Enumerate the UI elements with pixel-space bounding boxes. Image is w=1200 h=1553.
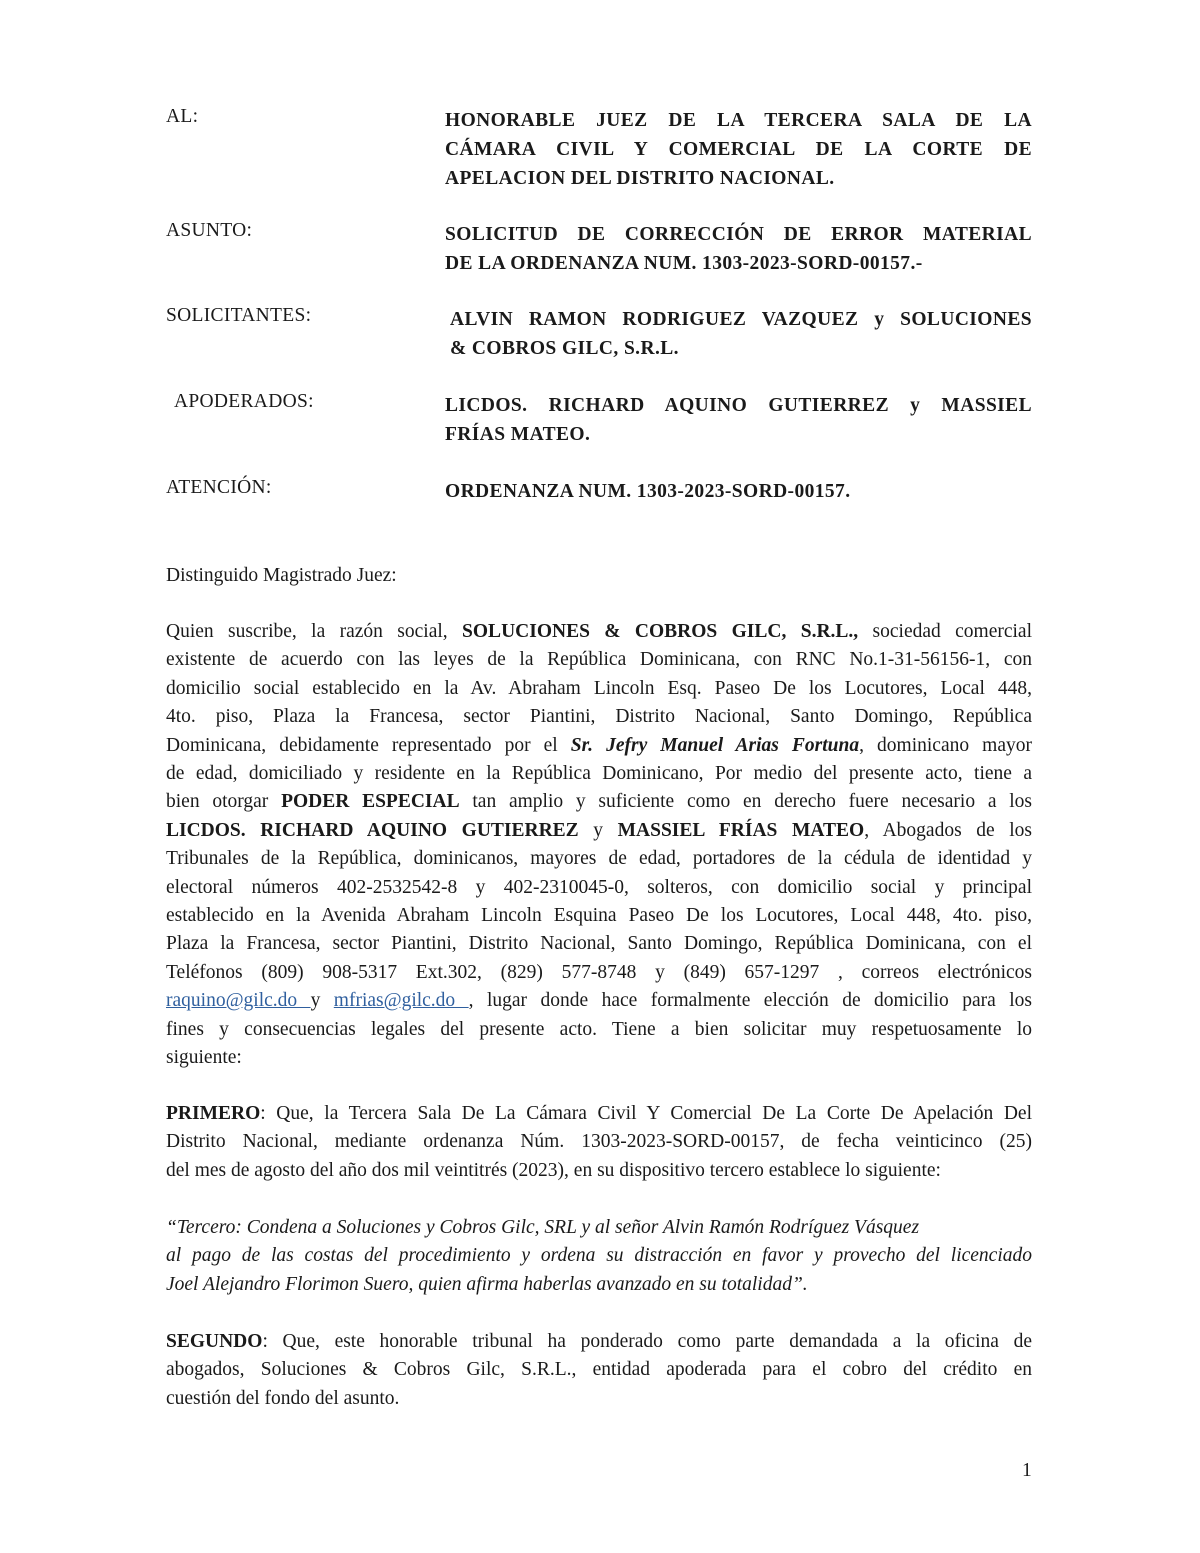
representative-name: Sr. Jefry Manuel Arias Fortuna: [570, 734, 860, 756]
segundo-line-3: cuestión del fondo del asunto.: [166, 1387, 400, 1409]
primero-paragraph: [166, 1100, 1032, 1185]
header-asunto-value: [445, 220, 1032, 278]
header-solicitantes-line-1: ALVIN RAMON RODRIGUEZ VAZQUEZ y SOLUCIONES: [450, 309, 1032, 330]
header-atencion-label: ATENCIÓN:: [166, 477, 272, 498]
header-solicitantes-value: [450, 305, 1032, 363]
header-asunto-label: ASUNTO:: [166, 220, 253, 241]
intro-line-5-a: Dominicana, debidamente representado por el: [166, 734, 571, 756]
poder-especial: PODER ESPECIAL: [281, 791, 460, 813]
quote-paragraph: [166, 1214, 1032, 1299]
segundo-paragraph: [166, 1328, 1032, 1413]
intro-line-1-a: Quien suscribe, la razón social,: [166, 621, 463, 642]
header-al-line-3: APELACION DEL DISTRITO NACIONAL.: [445, 168, 835, 189]
lawyer-2-name: MASSIEL FRÍAS MATEO: [617, 819, 865, 841]
page-number: 1: [1022, 1460, 1032, 1481]
header-atencion-line-1: ORDENANZA NUM. 1303-2023-SORD-00157.: [445, 481, 851, 502]
primero-line-2: Distrito Nacional, mediante ordenanza Núm. 1303-2023-SORD-00157, de fecha veinticinco (25): [166, 1131, 1032, 1153]
intro-line-10: electoral números 402-2532542-8 y 402-2310045-0, solteros, con domicilio social y principal: [166, 876, 1032, 898]
intro-line-4: 4to. piso, Plaza la Francesa, sector Piantini, Distrito Nacional, Santo Domingo, República: [166, 706, 1032, 728]
intro-line-7-a: bien otorgar: [166, 791, 282, 813]
header-al-line-1: HONORABLE JUEZ DE LA TERCERA SALA DE LA: [445, 110, 1032, 131]
quote-line-2: al pago de las costas del procedimiento y ordena su distracción en favor y provecho del licenciado: [166, 1245, 1032, 1267]
intro-line-7-c: tan amplio y suficiente como en derecho fuere necesario a los: [459, 791, 1033, 813]
intro-line-9: Tribunales de la República, dominicanos, mayores de edad, portadores de la cédula de identidad y: [166, 848, 1032, 870]
quote-line-1: “Tercero: Condena a Soluciones y Cobros Gilc, SRL y al señor Alvin Ramón Rodríguez Vásquez: [166, 1217, 920, 1238]
intro-paragraph: [166, 618, 1032, 1073]
intro-line-8: [166, 817, 1032, 845]
header-apoderados-label: APODERADOS:: [174, 391, 314, 412]
header-asunto-line-1: SOLICITUD DE CORRECCIÓN DE ERROR MATERIAL: [445, 224, 1032, 245]
quote-line-3: Joel Alejandro Florimon Suero, quien afirma haberlas avanzado en su totalidad”.: [166, 1273, 808, 1295]
header-atencion-value: [445, 477, 1032, 506]
intro-line-12: Plaza la Francesa, sector Piantini, Distrito Nacional, Santo Domingo, República Dominicana, con el: [166, 933, 1032, 955]
segundo-line-1: [166, 1328, 1032, 1356]
email-link-mfrias[interactable]: mfrias@gilc.do: [333, 990, 469, 1012]
intro-line-7: [166, 788, 1032, 816]
intro-line-2: existente de acuerdo con las leyes de la República Dominicana, con RNC No.1-31-56156-1, con: [166, 649, 1032, 671]
intro-line-14-rest: , lugar donde hace formalmente elección de domicilio para los: [468, 990, 1033, 1012]
intro-line-14-y: y: [310, 990, 334, 1012]
header-al-line-2: CÁMARA CIVIL Y COMERCIAL DE LA CORTE DE: [445, 139, 1032, 160]
email-link-raquino[interactable]: raquino@gilc.do: [166, 990, 311, 1012]
intro-line-5-c: , dominicano mayor: [859, 734, 1032, 756]
salutation: Distinguido Magistrado Juez:: [166, 565, 397, 586]
primero-line-1-rest: : Que, la Tercera Sala De La Cámara Civil Y Comercial De La Corte De Apelación Del: [260, 1103, 1032, 1124]
intro-line-15: fines y consecuencias legales del presente acto. Tiene a bien solicitar muy respetuosamente lo: [166, 1018, 1032, 1040]
header-solicitantes-label: SOLICITANTES:: [166, 305, 312, 326]
intro-line-3: domicilio social establecido en la Av. Abraham Lincoln Esq. Paseo De los Locutores, Local 448,: [166, 677, 1032, 699]
segundo-line-2: abogados, Soluciones & Cobros Gilc, S.R.L., entidad apoderada para el cobro del crédito en: [166, 1359, 1032, 1381]
intro-line-5: [166, 732, 1032, 760]
intro-line-1-c: sociedad comercial: [858, 621, 1033, 642]
header-solicitantes-line-2: & COBROS GILC, S.R.L.: [450, 338, 679, 359]
intro-line-6: de edad, domiciliado y residente en la República Dominicano, Por medio del presente acto, tiene a: [166, 763, 1032, 785]
primero-line-1: [166, 1100, 1032, 1128]
company-name: SOLUCIONES & COBROS GILC, S.R.L.,: [462, 621, 859, 642]
header-apoderados-line-2: FRÍAS MATEO.: [445, 424, 591, 445]
header-al-value: [445, 106, 1032, 193]
intro-line-8-d: , Abogados de los: [864, 819, 1032, 841]
header-asunto-line-2: DE LA ORDENANZA NUM. 1303-2023-SORD-00157.-: [445, 253, 923, 274]
primero-line-3: del mes de agosto del año dos mil veintitrés (2023), en su dispositivo tercero establece lo siguiente:: [166, 1159, 941, 1181]
header-al-label: AL:: [166, 106, 199, 127]
intro-line-8-y: y: [578, 819, 618, 841]
intro-line-16: siguiente:: [166, 1047, 242, 1069]
intro-line-11: establecido en la Avenida Abraham Lincoln Esquina Paseo De los Locutores, Local 448, 4to. piso,: [166, 905, 1032, 927]
intro-line-13: Teléfonos (809) 908-5317 Ext.302, (829) 577-8748 y (849) 657-1297 , correos electrónicos: [166, 961, 1032, 983]
intro-line-1: [166, 618, 1032, 646]
header-apoderados-value: [445, 391, 1032, 449]
segundo-line-1-rest: : Que, este honorable tribunal ha ponderado como parte demandada a la oficina de: [262, 1331, 1032, 1352]
segundo-label: SEGUNDO: [166, 1331, 263, 1352]
primero-label: PRIMERO: [166, 1103, 261, 1124]
lawyer-1-name: LICDOS. RICHARD AQUINO GUTIERREZ: [166, 819, 579, 841]
intro-line-14: [166, 987, 1032, 1015]
header-apoderados-line-1: LICDOS. RICHARD AQUINO GUTIERREZ y MASSIEL: [445, 395, 1032, 416]
